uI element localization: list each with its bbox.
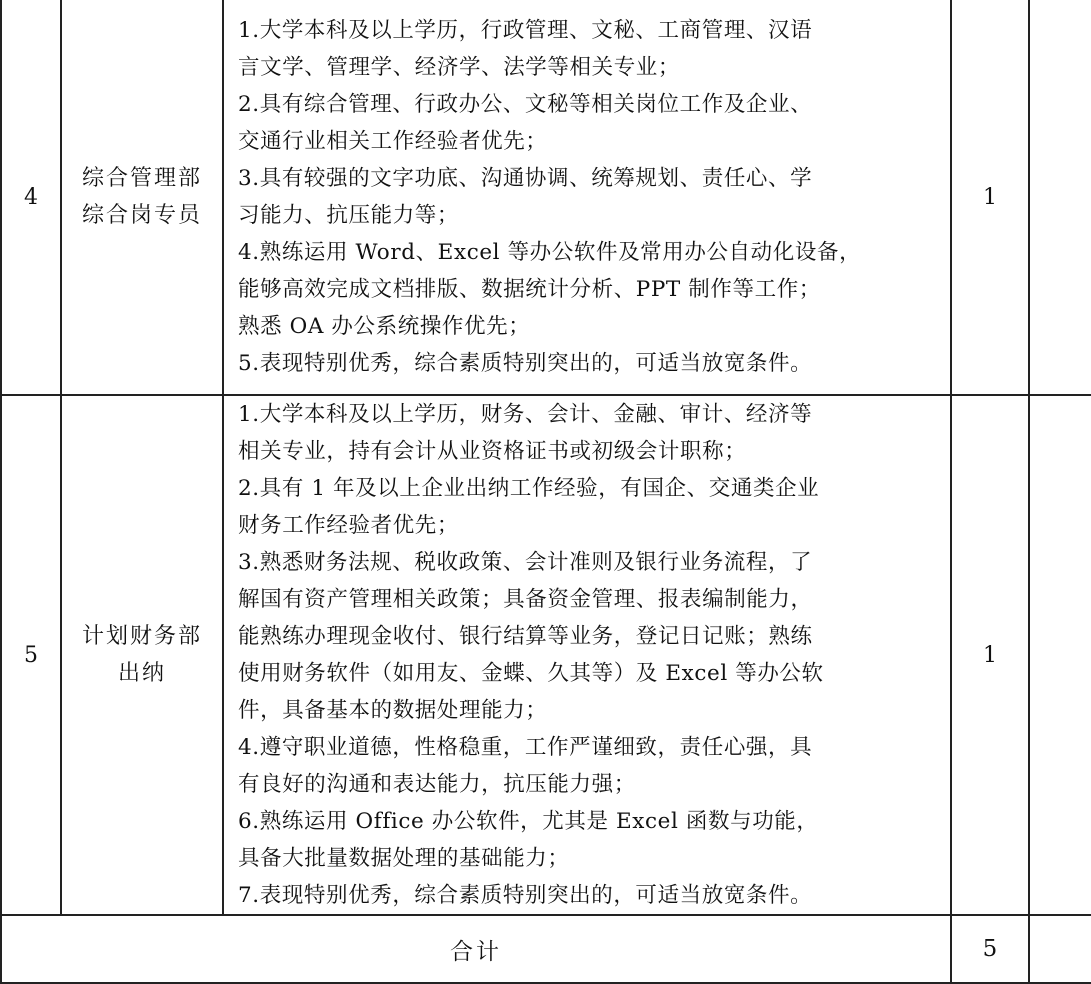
remarks-cell [1029,0,1091,395]
row-number: 5 [1,395,61,915]
total-row [1,915,1091,983]
total-label: 合计 [1,915,951,983]
remarks-cell [1029,395,1091,915]
requirement-line: 件，具备基本的数据处理能力； [238,698,548,723]
row-number: 4 [1,0,61,395]
requirement-line: 1.大学本科及以上学历，行政管理、文秘、工商管理、汉语 [238,18,813,43]
requirements-cell [223,395,951,915]
headcount: 1 [951,395,1029,915]
requirement-line: 2.具有 1 年及以上企业出纳工作经验，有国企、交通类企业 [238,476,820,501]
requirement-line: 习能力、抗压能力等； [238,203,460,228]
requirement-line: 相关专业，持有会计从业资格证书或初级会计职称； [238,439,747,464]
total-headcount: 5 [951,915,1029,983]
requirement-line: 4.遵守职业道德，性格稳重，工作严谨细致，责任心强，具 [238,735,813,760]
total-remarks-cell [1029,915,1091,983]
requirement-line: 财务工作经验者优先； [238,513,460,538]
requirement-line: 6.熟练运用 Office 办公软件，尤其是 Excel 函数与功能， [238,809,819,834]
requirement-line: 1.大学本科及以上学历，财务、会计、金融、审计、经济等 [238,402,813,427]
requirement-line: 言文学、管理学、经济学、法学等相关专业； [238,55,681,80]
requirements-cell [223,0,951,395]
requirement-line: 具备大批量数据处理的基础能力； [238,846,570,871]
position-line: 计划财务部 [81,624,202,649]
requirement-line: 3.熟悉财务法规、税收政策、会计准则及银行业务流程，了 [238,550,813,575]
requirement-line: 7.表现特别优秀，综合素质特别突出的，可适当放宽条件。 [238,883,813,908]
requirement-line: 5.表现特别优秀，综合素质特别突出的，可适当放宽条件。 [238,351,813,376]
requirement-line: 交通行业相关工作经验者优先； [238,129,548,154]
requirement-line: 能够高效完成文档排版、数据统计分析、PPT 制作等工作； [238,277,821,302]
position-line: 出纳 [117,661,166,686]
table-row [1,395,1091,915]
position-line: 综合岗专员 [81,203,202,228]
requirement-line: 使用财务软件（如用友、金蝶、久其等）及 Excel 等办公软 [238,661,824,686]
requirement-line: 解国有资产管理相关政策；具备资金管理、报表编制能力， [238,587,813,612]
position-name [61,395,223,915]
position-name [61,0,223,395]
table-row [1,0,1091,395]
position-line: 综合管理部 [81,166,202,191]
requirement-line: 4.熟练运用 Word、Excel 等办公软件及常用办公自动化设备， [238,240,862,265]
requirement-line: 有良好的沟通和表达能力，抗压能力强； [238,772,636,797]
requirement-line: 熟悉 OA 办公系统操作优先； [238,314,531,339]
requirement-line: 2.具有综合管理、行政办公、文秘等相关岗位工作及企业、 [238,92,813,117]
requirement-line: 3.具有较强的文字功底、沟通协调、统筹规划、责任心、学 [238,166,813,191]
headcount: 1 [951,0,1029,395]
requirement-line: 能熟练办理现金收付、银行结算等业务，登记日记账；熟练 [238,624,813,649]
